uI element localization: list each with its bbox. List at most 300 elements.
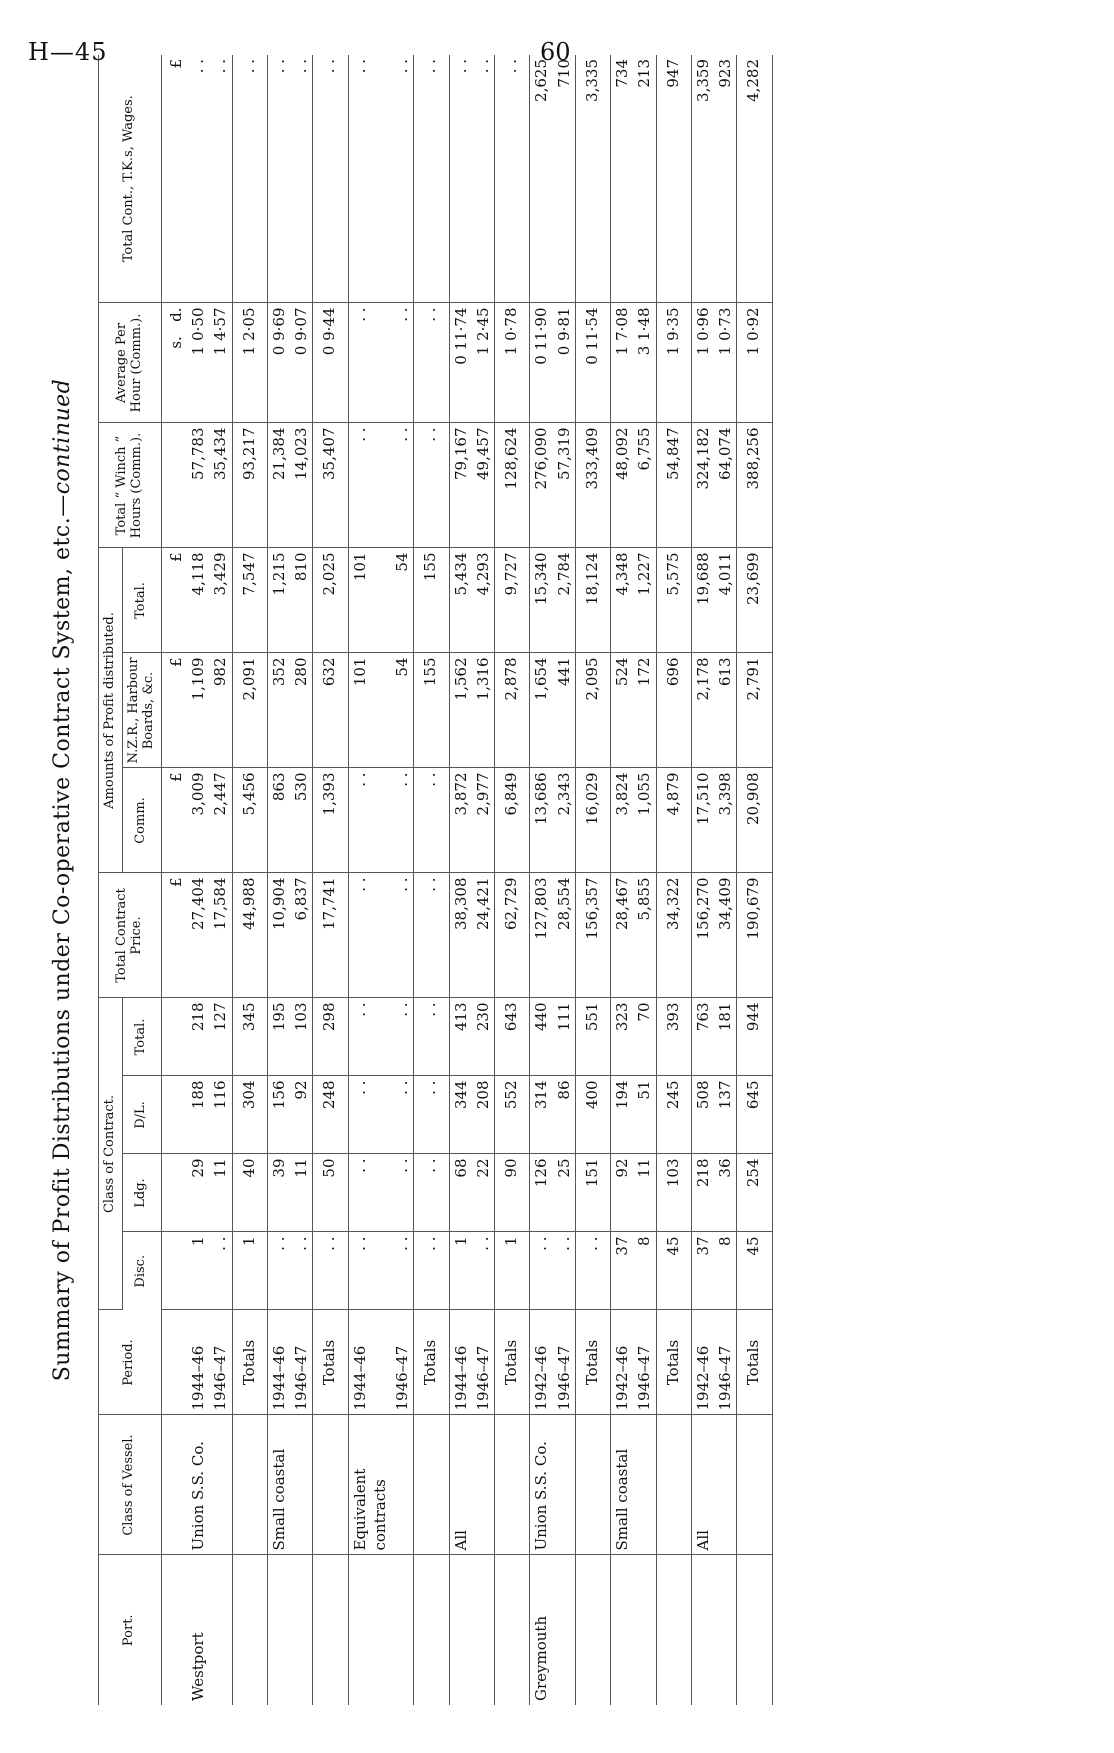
cell-wages: . .	[209, 55, 232, 303]
cell-amt-total: 101	[348, 548, 391, 653]
total-price: 156,357	[575, 873, 610, 998]
period-cell: 1944–46	[267, 1310, 290, 1415]
total-avg: 1 0·92	[737, 303, 772, 423]
cell-comm: 2,343	[553, 768, 576, 873]
table-row	[209, 55, 232, 1705]
total-ldg: . .	[414, 1154, 449, 1232]
unit-price: £	[161, 873, 187, 998]
cell-price: 34,409	[714, 873, 737, 998]
total-amt-total: 155	[414, 548, 449, 653]
cell-amt-total: 4,118	[187, 548, 209, 653]
cell-total: 195	[267, 998, 290, 1076]
total-nzr: 2,095	[575, 653, 610, 768]
cell-disc: . .	[553, 1232, 576, 1310]
vessel-class-cell	[209, 1415, 232, 1555]
rotated-table-area	[50, 55, 1010, 1705]
totals-label: Totals	[737, 1310, 772, 1415]
unit-avg-s: s.	[166, 336, 185, 349]
vessel-class-cell	[656, 1415, 691, 1555]
cell-total: . .	[348, 998, 391, 1076]
cell-comm: 17,510	[691, 768, 714, 873]
table-row	[530, 55, 553, 1705]
total-amt-total: 7,547	[232, 548, 267, 653]
period-cell: 1944–46	[348, 1310, 391, 1415]
cell-nzr: 101	[348, 653, 391, 768]
vessel-class-cell: Small coastal	[611, 1415, 634, 1555]
cell-ldg: 11	[209, 1154, 232, 1232]
col-disc: Disc.	[122, 1232, 161, 1310]
col-nzr: N.Z.R., Harbour Boards, &c.	[122, 653, 161, 768]
total-ldg: 254	[737, 1154, 772, 1232]
cell-dl: 508	[691, 1076, 714, 1154]
port-cell	[575, 1555, 610, 1705]
cell-disc: 8	[633, 1232, 656, 1310]
port-cell	[267, 1555, 290, 1705]
total-winch: 333,409	[575, 423, 610, 548]
port-cell	[232, 1555, 267, 1705]
cell-ldg: 68	[449, 1154, 472, 1232]
total-total: 345	[232, 998, 267, 1076]
cell-avg: 3 1·48	[633, 303, 656, 423]
cell-price: 5,855	[633, 873, 656, 998]
total-comm: 1,393	[313, 768, 348, 873]
cell-total: 127	[209, 998, 232, 1076]
cell-wages: 3,359	[691, 55, 714, 303]
cell-dl: 344	[449, 1076, 472, 1154]
cell-dl: 116	[209, 1076, 232, 1154]
cell-avg: 0 9·07	[290, 303, 313, 423]
port-cell	[209, 1555, 232, 1705]
total-comm: . .	[414, 768, 449, 873]
totals-label: Totals	[313, 1310, 348, 1415]
cell-price: 28,467	[611, 873, 634, 998]
total-comm: 4,879	[656, 768, 691, 873]
total-disc: 45	[737, 1232, 772, 1310]
cell-amt-total: 4,293	[472, 548, 495, 653]
col-contract-total: Total.	[122, 998, 161, 1076]
cell-avg: 0 9·81	[553, 303, 576, 423]
cell-ldg: 11	[290, 1154, 313, 1232]
total-avg: 0 9·44	[313, 303, 348, 423]
unit-total: £	[161, 548, 187, 653]
cell-dl: . .	[348, 1076, 391, 1154]
cell-ldg: 22	[472, 1154, 495, 1232]
total-disc: . .	[575, 1232, 610, 1310]
cell-amt-total: 54	[391, 548, 414, 653]
table-row	[449, 55, 472, 1705]
total-disc: 1	[495, 1232, 530, 1310]
period-cell: 1942–46	[530, 1310, 553, 1415]
cell-nzr: 1,562	[449, 653, 472, 768]
total-comm: 6,849	[495, 768, 530, 873]
total-dl: 245	[656, 1076, 691, 1154]
cell-amt-total: 4,011	[714, 548, 737, 653]
table-row	[472, 55, 495, 1705]
cell-nzr: 172	[633, 653, 656, 768]
cell-comm: 863	[267, 768, 290, 873]
period-cell: 1946–47	[209, 1310, 232, 1415]
cell-winch: 49,457	[472, 423, 495, 548]
total-nzr: 2,878	[495, 653, 530, 768]
cell-comm: 2,447	[209, 768, 232, 873]
cell-amt-total: 5,434	[449, 548, 472, 653]
totals-row	[313, 55, 348, 1705]
port-cell	[633, 1555, 656, 1705]
cell-winch: . .	[391, 423, 414, 548]
total-wages: . .	[232, 55, 267, 303]
cell-avg: 0 9·69	[267, 303, 290, 423]
cell-price: . .	[348, 873, 391, 998]
cell-total: 440	[530, 998, 553, 1076]
port-cell	[449, 1555, 472, 1705]
vessel-class-cell: All	[691, 1415, 714, 1555]
vessel-class-cell	[232, 1415, 267, 1555]
period-cell: 1946–47	[472, 1310, 495, 1415]
cell-disc: . .	[348, 1232, 391, 1310]
totals-row	[575, 55, 610, 1705]
vessel-class-cell: Equivalent contracts	[348, 1415, 391, 1555]
total-wages: 947	[656, 55, 691, 303]
port-cell	[656, 1555, 691, 1705]
cell-price: 10,904	[267, 873, 290, 998]
total-disc: 1	[232, 1232, 267, 1310]
cell-disc: . .	[290, 1232, 313, 1310]
port-cell	[495, 1555, 530, 1705]
cell-comm: 3,009	[187, 768, 209, 873]
cell-disc: 8	[714, 1232, 737, 1310]
cell-wages: . .	[348, 55, 391, 303]
port-cell	[348, 1555, 391, 1705]
cell-winch: 14,023	[290, 423, 313, 548]
cell-comm: 13,686	[530, 768, 553, 873]
cell-nzr: 352	[267, 653, 290, 768]
totals-label: Totals	[575, 1310, 610, 1415]
cell-winch: 57,319	[553, 423, 576, 548]
totals-label: Totals	[495, 1310, 530, 1415]
total-avg: 1 2·05	[232, 303, 267, 423]
cell-wages: . .	[472, 55, 495, 303]
cell-winch: 57,783	[187, 423, 209, 548]
total-winch: . .	[414, 423, 449, 548]
cell-dl: 86	[553, 1076, 576, 1154]
total-dl: 400	[575, 1076, 610, 1154]
port-cell	[714, 1555, 737, 1705]
cell-price: 28,554	[553, 873, 576, 998]
total-wages: 3,335	[575, 55, 610, 303]
total-nzr: 155	[414, 653, 449, 768]
table-row	[290, 55, 313, 1705]
vessel-class-cell	[290, 1415, 313, 1555]
cell-nzr: 1,109	[187, 653, 209, 768]
cell-ldg: 218	[691, 1154, 714, 1232]
cell-avg: 1 7·08	[611, 303, 634, 423]
cell-disc: 37	[611, 1232, 634, 1310]
total-wages: 4,282	[737, 55, 772, 303]
cell-wages: 710	[553, 55, 576, 303]
cell-dl: . .	[391, 1076, 414, 1154]
total-price: 34,322	[656, 873, 691, 998]
cell-dl: 194	[611, 1076, 634, 1154]
cell-total: 103	[290, 998, 313, 1076]
cell-wages: . .	[391, 55, 414, 303]
cell-ldg: . .	[348, 1154, 391, 1232]
vessel-class-cell	[472, 1415, 495, 1555]
cell-comm: . .	[391, 768, 414, 873]
cell-ldg: 11	[633, 1154, 656, 1232]
cell-wages: 734	[611, 55, 634, 303]
cell-price: 156,270	[691, 873, 714, 998]
cell-comm: 530	[290, 768, 313, 873]
cell-wages: . .	[290, 55, 313, 303]
total-price: . .	[414, 873, 449, 998]
cell-winch: 6,755	[633, 423, 656, 548]
port-cell: Westport	[189, 1632, 208, 1701]
period-cell: 1944–46	[187, 1310, 209, 1415]
cell-wages: . .	[267, 55, 290, 303]
cell-disc: . .	[391, 1232, 414, 1310]
total-disc: . .	[414, 1232, 449, 1310]
cell-winch: 21,384	[267, 423, 290, 548]
total-total: 551	[575, 998, 610, 1076]
vessel-class-cell: Small coastal	[267, 1415, 290, 1555]
table-title	[50, 55, 90, 1705]
col-comm: Comm.	[122, 768, 161, 873]
cell-winch: . .	[348, 423, 391, 548]
cell-ldg: 126	[530, 1154, 553, 1232]
cell-comm: 3,824	[611, 768, 634, 873]
cell-avg: 1 2·45	[472, 303, 495, 423]
total-wages: . .	[495, 55, 530, 303]
cell-comm: 1,055	[633, 768, 656, 873]
cell-ldg: . .	[391, 1154, 414, 1232]
cell-amt-total: 2,784	[553, 548, 576, 653]
cell-comm: 3,398	[714, 768, 737, 873]
cell-winch: 64,074	[714, 423, 737, 548]
col-wages: Total Cont., T.K.s, Wages.	[99, 55, 162, 303]
port-cell	[691, 1555, 714, 1705]
total-ldg: 50	[313, 1154, 348, 1232]
vessel-class-cell	[553, 1415, 576, 1555]
total-total: . .	[414, 998, 449, 1076]
cell-nzr: 1,316	[472, 653, 495, 768]
cell-ldg: 25	[553, 1154, 576, 1232]
cell-price: 17,584	[209, 873, 232, 998]
port-cell	[553, 1555, 576, 1705]
total-total: 393	[656, 998, 691, 1076]
cell-amt-total: 3,429	[209, 548, 232, 653]
col-class-contract: Class of Contract.	[99, 998, 123, 1310]
table-row	[267, 55, 290, 1705]
total-comm: 20,908	[737, 768, 772, 873]
vessel-class-cell: Union S.S. Co.	[530, 1415, 553, 1555]
vessel-class-cell	[575, 1415, 610, 1555]
cell-total: 70	[633, 998, 656, 1076]
total-amt-total: 23,699	[737, 548, 772, 653]
total-winch: 93,217	[232, 423, 267, 548]
cell-winch: 35,434	[209, 423, 232, 548]
cell-wages: 923	[714, 55, 737, 303]
cell-ldg: 39	[267, 1154, 290, 1232]
cell-price: 38,308	[449, 873, 472, 998]
units-row	[161, 55, 187, 1705]
cell-disc: . .	[267, 1232, 290, 1310]
cell-avg: 0 11·90	[530, 303, 553, 423]
page-number: 60	[540, 38, 571, 66]
cell-winch: 48,092	[611, 423, 634, 548]
period-cell: 1942–46	[691, 1310, 714, 1415]
col-class-vessel: Class of Vessel.	[99, 1415, 162, 1555]
cell-nzr: 982	[209, 653, 232, 768]
total-total: 944	[737, 998, 772, 1076]
cell-price: 6,837	[290, 873, 313, 998]
total-dl: 304	[232, 1076, 267, 1154]
vessel-class-cell	[414, 1415, 449, 1555]
cell-amt-total: 1,215	[267, 548, 290, 653]
col-dl: D/L.	[122, 1076, 161, 1154]
cell-avg: 0 11·74	[449, 303, 472, 423]
unit-nzr: £	[161, 653, 187, 768]
table-row	[391, 55, 414, 1705]
total-ldg: 103	[656, 1154, 691, 1232]
cell-dl: 137	[714, 1076, 737, 1154]
period-cell: 1946–47	[290, 1310, 313, 1415]
total-avg: 1 9·35	[656, 303, 691, 423]
cell-nzr: 441	[553, 653, 576, 768]
unit-wages: £	[161, 55, 187, 303]
totals-row	[232, 55, 267, 1705]
table-row	[348, 55, 391, 1705]
cell-nzr: 613	[714, 653, 737, 768]
col-winch-hours: Total “ Winch ” Hours (Comm.).	[99, 423, 162, 548]
cell-wages: 213	[633, 55, 656, 303]
cell-nzr: 2,178	[691, 653, 714, 768]
cell-price: 27,404	[187, 873, 209, 998]
cell-amt-total: 1,227	[633, 548, 656, 653]
port-cell	[391, 1555, 414, 1705]
vessel-class-cell	[737, 1415, 772, 1555]
cell-comm: 3,872	[449, 768, 472, 873]
total-amt-total: 5,575	[656, 548, 691, 653]
totals-row	[495, 55, 530, 1705]
cell-dl: 51	[633, 1076, 656, 1154]
total-winch: 388,256	[737, 423, 772, 548]
cell-avg: . .	[391, 303, 414, 423]
total-ldg: 90	[495, 1154, 530, 1232]
cell-avg: 1 4·57	[209, 303, 232, 423]
cell-nzr: 1,654	[530, 653, 553, 768]
vessel-class-cell: All	[449, 1415, 472, 1555]
profit-distribution-table	[98, 55, 773, 1705]
unit-avg	[161, 303, 187, 423]
total-total: 643	[495, 998, 530, 1076]
total-nzr: 2,791	[737, 653, 772, 768]
totals-label: Totals	[232, 1310, 267, 1415]
port-cell	[290, 1555, 313, 1705]
cell-wages: . .	[187, 55, 209, 303]
total-wages: . .	[414, 55, 449, 303]
col-amounts-profit: Amounts of Profit distributed.	[99, 548, 123, 873]
col-period: Period.	[99, 1310, 162, 1415]
vessel-class-cell	[633, 1415, 656, 1555]
vessel-class-cell	[495, 1415, 530, 1555]
period-cell: 1946–47	[391, 1310, 414, 1415]
total-price: 190,679	[737, 873, 772, 998]
period-cell: 1944–46	[449, 1310, 472, 1415]
total-nzr: 696	[656, 653, 691, 768]
period-cell: 1946–47	[553, 1310, 576, 1415]
port-cell	[414, 1555, 449, 1705]
cell-total: 763	[691, 998, 714, 1076]
total-ldg: 151	[575, 1154, 610, 1232]
total-dl: 248	[313, 1076, 348, 1154]
cell-amt-total: 19,688	[691, 548, 714, 653]
port-cell: Greymouth	[532, 1615, 551, 1701]
total-avg: 0 11·54	[575, 303, 610, 423]
total-comm: 5,456	[232, 768, 267, 873]
totals-label: Totals	[656, 1310, 691, 1415]
cell-dl: 92	[290, 1076, 313, 1154]
port-cell	[611, 1555, 634, 1705]
cell-ldg: 36	[714, 1154, 737, 1232]
total-disc: 45	[656, 1232, 691, 1310]
cell-total: 111	[553, 998, 576, 1076]
cell-disc: 1	[187, 1232, 209, 1310]
total-disc: . .	[313, 1232, 348, 1310]
cell-total: 181	[714, 998, 737, 1076]
period-cell: 1946–47	[714, 1310, 737, 1415]
total-amt-total: 18,124	[575, 548, 610, 653]
title-continued: —continued	[50, 378, 75, 517]
cell-amt-total: 810	[290, 548, 313, 653]
cell-price: 127,803	[530, 873, 553, 998]
port-cell	[313, 1555, 348, 1705]
cell-total: 413	[449, 998, 472, 1076]
totals-label: Totals	[414, 1310, 449, 1415]
col-ldg: Ldg.	[122, 1154, 161, 1232]
total-dl: 552	[495, 1076, 530, 1154]
unit-avg-d: d.	[166, 307, 185, 322]
col-amount-total: Total.	[122, 548, 161, 653]
vessel-class-cell	[714, 1415, 737, 1555]
cell-avg: . .	[348, 303, 391, 423]
cell-winch: 324,182	[691, 423, 714, 548]
total-dl: 645	[737, 1076, 772, 1154]
table-row	[714, 55, 737, 1705]
cell-total: 323	[611, 998, 634, 1076]
total-amt-total: 9,727	[495, 548, 530, 653]
total-amt-total: 2,025	[313, 548, 348, 653]
cell-amt-total: 4,348	[611, 548, 634, 653]
totals-row	[656, 55, 691, 1705]
cell-winch: 276,090	[530, 423, 553, 548]
cell-nzr: 54	[391, 653, 414, 768]
port-cell	[472, 1555, 495, 1705]
total-winch: 35,407	[313, 423, 348, 548]
totals-row	[737, 55, 772, 1705]
cell-wages: 2,625	[530, 55, 553, 303]
col-average-per-hour: Average Per Hour (Comm.).	[99, 303, 162, 423]
total-avg: . .	[414, 303, 449, 423]
cell-disc: . .	[530, 1232, 553, 1310]
total-price: 44,988	[232, 873, 267, 998]
cell-dl: 208	[472, 1076, 495, 1154]
cell-dl: 188	[187, 1076, 209, 1154]
table-row	[611, 55, 634, 1705]
total-winch: 128,624	[495, 423, 530, 548]
vessel-class-cell	[391, 1415, 414, 1555]
cell-nzr: 524	[611, 653, 634, 768]
cell-avg: 1 0·96	[691, 303, 714, 423]
